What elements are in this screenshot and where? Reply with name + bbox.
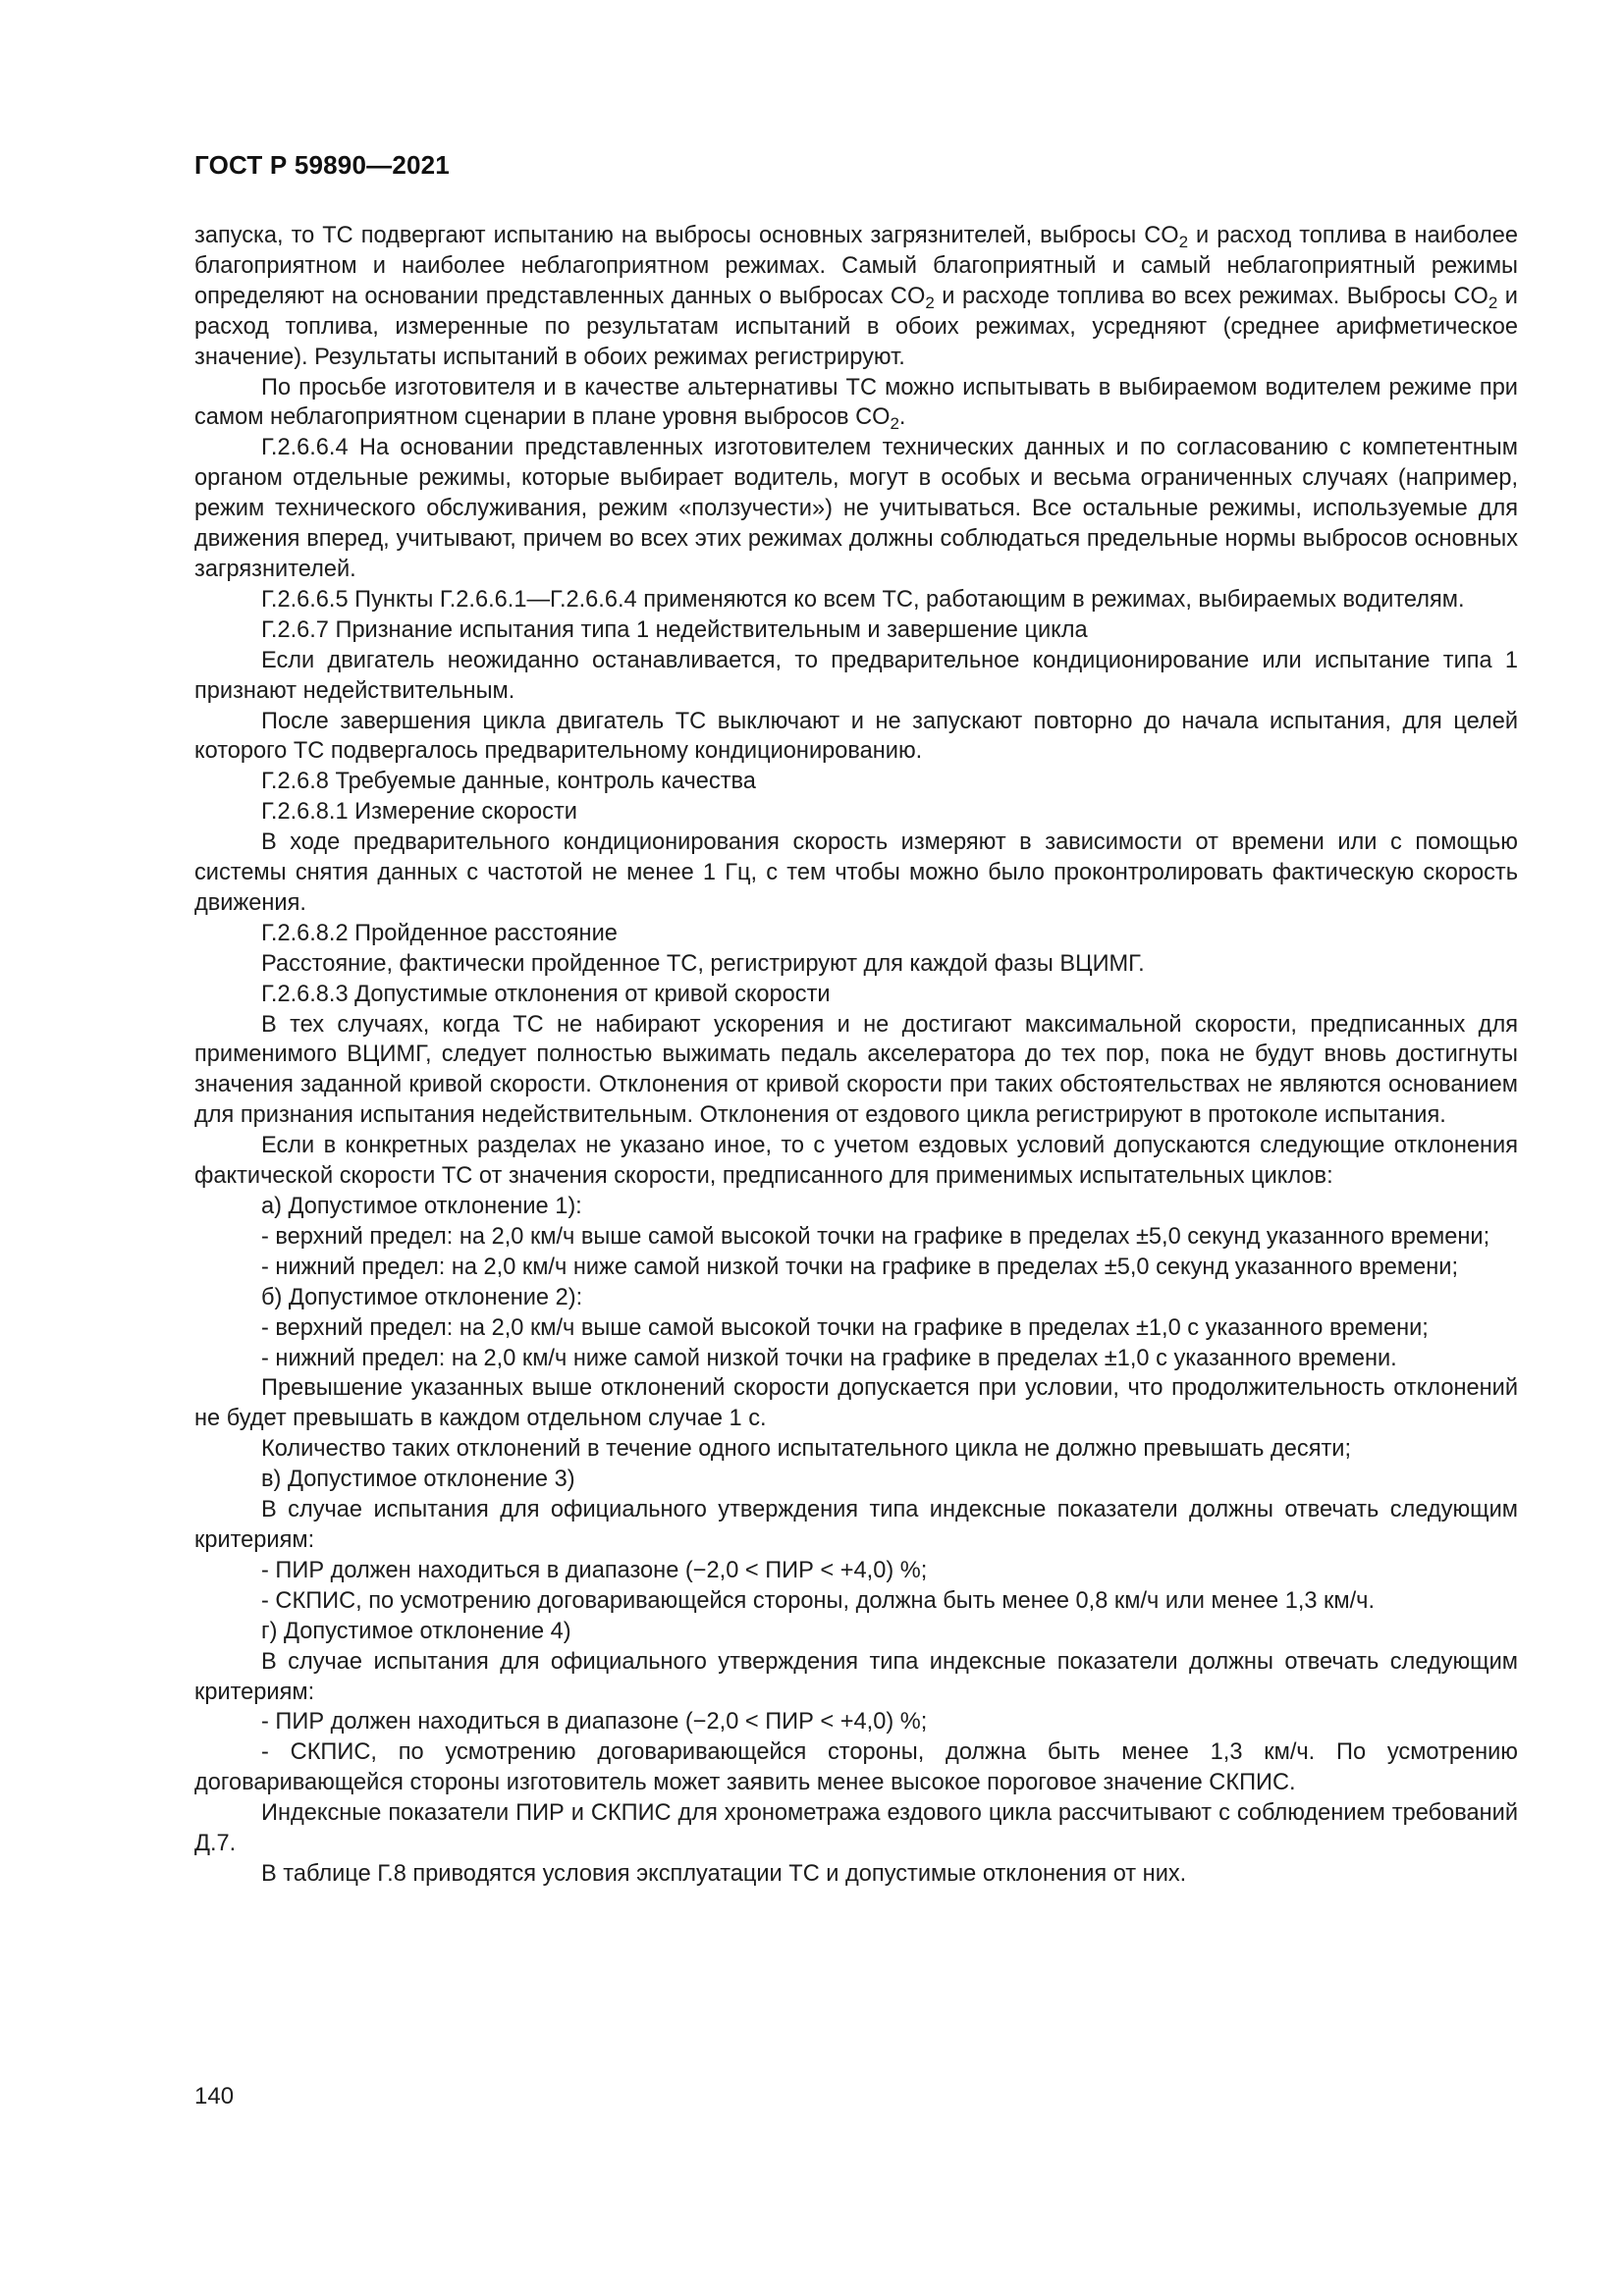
page-number: 140: [194, 2083, 235, 2109]
paragraph-text: Г.2.6.8.1 Измерение скорости: [261, 799, 577, 826]
paragraph-text: В ходе предварительного кондиционирования скорость измеряют в зависимости от времени или с помощью системы снятия данных с частотой не менее 1 Гц, с тем чтобы можно было проконтролировать фактическую скорость движения.: [194, 829, 1518, 916]
paragraph: [194, 433, 1518, 585]
paragraph-text: Расстояние, фактически пройденное ТС, регистрируют для каждой фазы ВЦИМГ.: [261, 950, 1145, 977]
paragraph-text: - нижний предел: на 2,0 км/ч ниже самой низкой точки на графике в пределах ±5,0 секунд указанного времени;: [261, 1254, 1459, 1280]
paragraph: [194, 1192, 1518, 1222]
paragraph: [194, 980, 1518, 1010]
paragraph: [194, 797, 1518, 828]
subscript: 2: [1178, 233, 1189, 252]
standard-header: ГОСТ Р 59890—2021: [194, 150, 450, 180]
paragraph: [194, 1707, 1518, 1737]
paragraph-text: В таблице Г.8 приводятся условия эксплуатации ТС и допустимые отклонения от них.: [261, 1860, 1187, 1887]
paragraph: [194, 1434, 1518, 1465]
paragraph: [194, 1647, 1518, 1708]
paragraph-text: В случае испытания для официального утверждения типа индексные показатели должны отвечать следующим критериям:: [194, 1497, 1518, 1553]
paragraph: [194, 585, 1518, 615]
paragraph-text: и расход топлива в наиболее благоприятном и наиболее неблагоприятном режимах. Самый благоприятный и самый неблагоприятный режимы определяют на основании представленных данных о выбросах CO: [194, 223, 1519, 309]
paragraph: [194, 949, 1518, 980]
paragraph: [194, 1556, 1518, 1586]
paragraph-text: Количество таких отклонений в течение одного испытательного цикла не должно превышать десяти;: [261, 1436, 1352, 1463]
paragraph: [194, 828, 1518, 919]
document-body: [194, 221, 1518, 1890]
subscript: 2: [1488, 293, 1498, 312]
paragraph-text: - ПИР должен находиться в диапазоне (−2,0 < ПИР < +4,0) %;: [261, 1709, 928, 1735]
paragraph-text: Г.2.6.8.3 Допустимые отклонения от кривой скорости: [261, 981, 831, 1007]
paragraph-text: .: [898, 404, 906, 431]
paragraph-text: По просьбе изготовителя и в качестве альтернативы ТС можно испытывать в выбираемом водителем режиме при самом неблагоприятном сценарии в плане уровня выбросов CO: [194, 374, 1518, 431]
paragraph: [194, 1586, 1518, 1617]
paragraph: [194, 707, 1518, 768]
paragraph-text: - нижний предел: на 2,0 км/ч ниже самой низкой точки на графике в пределах ±1,0 с указанного времени.: [261, 1345, 1397, 1371]
paragraph-text: б) Допустимое отклонение 2):: [261, 1284, 583, 1310]
paragraph-text: Если двигатель неожиданно останавливается, то предварительное кондиционирование или испытание типа 1 признают недействительным.: [194, 647, 1518, 704]
paragraph: [194, 767, 1518, 797]
paragraph-text: Г.2.6.8 Требуемые данные, контроль качества: [261, 769, 756, 795]
paragraph: [194, 1617, 1518, 1647]
paragraph-text: Г.2.6.6.5 Пункты Г.2.6.6.1—Г.2.6.6.4 применяются ко всем ТС, работающим в режимах, выбираемых водителям.: [261, 586, 1465, 613]
paragraph: [194, 1283, 1518, 1313]
paragraph: [194, 221, 1518, 373]
paragraph: [194, 1465, 1518, 1495]
paragraph: [194, 919, 1518, 949]
paragraph-text: - верхний предел: на 2,0 км/ч выше самой высокой точки на графике в пределах ±5,0 секунд указанного времени;: [261, 1223, 1490, 1250]
paragraph-text: Г.2.6.7 Признание испытания типа 1 недействительным и завершение цикла: [261, 616, 1088, 643]
paragraph-text: в) Допустимое отклонение 3): [261, 1467, 575, 1493]
paragraph-text: Если в конкретных разделах не указано иное, то с учетом ездовых условий допускаются следующие отклонения фактической скорости ТС от значения скорости, предписанного для применимых испытательных циклов:: [194, 1133, 1518, 1190]
paragraph: [194, 1253, 1518, 1283]
paragraph-text: и расходе топлива во всех режимах. Выбросы CO: [934, 283, 1488, 309]
paragraph-text: Индексные показатели ПИР и СКПИС для хронометража ездового цикла рассчитывают с соблюдением требований Д.7.: [194, 1800, 1518, 1857]
paragraph-text: - верхний предел: на 2,0 км/ч выше самой высокой точки на графике в пределах ±1,0 с указанного времени;: [261, 1314, 1429, 1341]
paragraph-text: После завершения цикла двигатель ТС выключают и не запускают повторно до начала испытания, для целей которого ТС подвергалось предварительному кондиционированию.: [194, 708, 1518, 765]
paragraph-text: В тех случаях, когда ТС не набирают ускорения и не достигают максимальной скорости, предписанных для применимого ВЦИМГ, следует полностью выжимать педаль акселератора до тех пор, пока не будут вновь достигнуты значения заданной кривой скорости. Отклонения от кривой скорости при таких обстоятельствах не являются основанием для признания испытания недействительным. Отклонения от ездового цикла регистрируют в протоколе испытания.: [194, 1011, 1518, 1129]
paragraph-text: Превышение указанных выше отклонений скорости допускается при условии, что продолжительность отклонений не будет превышать в каждом отдельном случае 1 с.: [194, 1375, 1518, 1432]
subscript: 2: [925, 293, 935, 312]
paragraph-text: Г.2.6.8.2 Пройденное расстояние: [261, 920, 618, 946]
paragraph: [194, 1131, 1518, 1192]
paragraph: [194, 373, 1518, 434]
paragraph-text: - СКПИС, по усмотрению договаривающейся стороны, должна быть менее 1,3 км/ч. По усмотрению договаривающейся стороны изготовитель может заявить менее высокое пороговое значение СКПИС.: [194, 1739, 1518, 1796]
paragraph-text: Г.2.6.6.4 На основании представленных изготовителем технических данных и по согласованию с компетентным органом отдельные режимы, которые выбирает водитель, могут в особых и весьма ограниченных случаях (например, режим технического обслуживания, режим «ползучести») не учитываться. Все остальные режимы, используемые для движения вперед, учитывают, причем во всех этих режимах должны соблюдаться предельные нормы выбросов основных загрязнителей.: [194, 435, 1518, 582]
paragraph: [194, 1010, 1518, 1132]
paragraph-text: - ПИР должен находиться в диапазоне (−2,0 < ПИР < +4,0) %;: [261, 1557, 928, 1583]
paragraph: [194, 1373, 1518, 1434]
paragraph-text: запуска, то ТС подвергают испытанию на выбросы основных загрязнителей, выбросы CO: [194, 223, 1179, 248]
paragraph: [194, 615, 1518, 646]
subscript: 2: [890, 414, 899, 434]
paragraph-text: а) Допустимое отклонение 1):: [261, 1194, 582, 1219]
paragraph-text: В случае испытания для официального утверждения типа индексные показатели должны отвечать следующим критериям:: [194, 1648, 1518, 1705]
paragraph: [194, 646, 1518, 707]
paragraph: [194, 1737, 1518, 1798]
paragraph: [194, 1313, 1518, 1344]
paragraph-text: - СКПИС, по усмотрению договаривающейся стороны, должна быть менее 0,8 км/ч или менее 1,3 км/ч.: [261, 1587, 1375, 1614]
paragraph: [194, 1859, 1518, 1890]
paragraph: [194, 1495, 1518, 1556]
paragraph: [194, 1798, 1518, 1859]
paragraph: [194, 1344, 1518, 1374]
paragraph: [194, 1222, 1518, 1253]
paragraph-text: и расход топлива, измеренные по результатам испытаний в обоих режимах, усредняют (среднее арифметическое значение). Результаты испытаний в обоих режимах регистрируют.: [194, 283, 1518, 370]
paragraph-text: г) Допустимое отклонение 4): [261, 1618, 571, 1644]
